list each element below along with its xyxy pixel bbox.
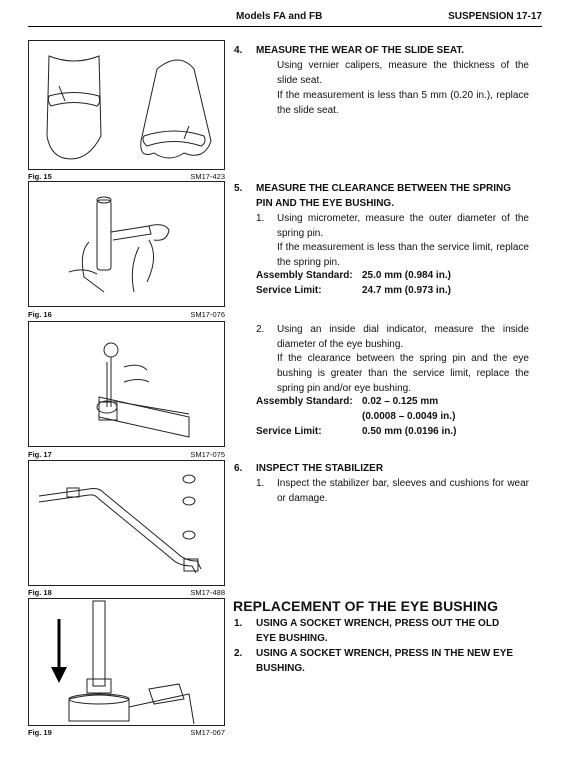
header-rule bbox=[28, 26, 542, 27]
spec-label: Service Limit: bbox=[256, 285, 322, 296]
micrometer-illustration bbox=[29, 182, 224, 306]
step-5-1-number: 1. bbox=[256, 213, 265, 224]
slide-seat-illustration bbox=[29, 41, 224, 169]
figure-label: Fig. 15 bbox=[28, 172, 52, 181]
step-5-2-number: 2. bbox=[256, 324, 265, 335]
page-header bbox=[28, 6, 542, 26]
step-5-1-service-limit bbox=[256, 285, 536, 300]
spec-value: 0.02 – 0.125 mm bbox=[362, 396, 439, 407]
step-5-title-line1: MEASURE THE CLEARANCE BETWEEN THE SPRING bbox=[256, 183, 512, 194]
figure-17-image bbox=[28, 321, 225, 447]
step-5-2-assembly-standard-inch bbox=[256, 411, 536, 426]
replacement-step-2-number: 2. bbox=[234, 648, 243, 659]
step-5-1-limit-note: If the measurement is less than the service limit, replace the spring pin. bbox=[277, 242, 529, 268]
step-4-title: MEASURE THE WEAR OF THE SLIDE SEAT. bbox=[256, 45, 465, 56]
spec-label: Assembly Standard: bbox=[256, 270, 353, 281]
figure-code: SM17-067 bbox=[190, 728, 225, 737]
figure-label: Fig. 16 bbox=[28, 310, 52, 319]
step-5-2-service-limit bbox=[256, 426, 536, 441]
step-5-number: 5. bbox=[234, 183, 243, 194]
replacement-step-1-line2: EYE BUSHING. bbox=[256, 633, 328, 644]
replacement-step-2-line1: USING A SOCKET WRENCH, PRESS IN THE NEW EYE bbox=[256, 648, 514, 659]
step-6-title: INSPECT THE STABILIZER bbox=[256, 463, 384, 474]
figure-19-image bbox=[28, 598, 225, 726]
step-4-limit-note: If the measurement is less than 5 mm (0.20 in.), replace the slide seat. bbox=[277, 90, 529, 116]
step-5-1-assembly-standard bbox=[256, 270, 536, 285]
step-5-2-instruction: Using an inside dial indicator, measure the inside diameter of the eye bushing. bbox=[277, 324, 529, 350]
figure-code: SM17-423 bbox=[190, 172, 225, 181]
step-4-number: 4. bbox=[234, 45, 243, 56]
spec-label: Assembly Standard: bbox=[256, 396, 353, 407]
step-5-title-line2: PIN AND THE EYE BUSHING. bbox=[256, 198, 394, 209]
replacement-step-1-number: 1. bbox=[234, 618, 243, 629]
figure-16-image bbox=[28, 181, 225, 307]
step-6-1-number: 1. bbox=[256, 478, 265, 489]
step-4-instruction: Using vernier calipers, measure the thickness of the slide seat. bbox=[277, 60, 529, 86]
step-6-1-instruction: Inspect the stabilizer bar, sleeves and cushions for wear or damage. bbox=[277, 478, 529, 504]
section-heading-replacement: REPLACEMENT OF THE EYE BUSHING bbox=[233, 598, 499, 614]
step-5-2-limit-note: If the clearance between the spring pin and the eye bushing is greater than the service limit, replace the spring pin and/or eye bushing. bbox=[277, 353, 529, 394]
dial-indicator-illustration bbox=[29, 322, 224, 446]
figure-code: SM17-076 bbox=[190, 310, 225, 319]
figure-15-image bbox=[28, 40, 225, 170]
spec-value: 25.0 mm (0.984 in.) bbox=[362, 270, 451, 281]
figure-label: Fig. 19 bbox=[28, 728, 52, 737]
figure-label: Fig. 17 bbox=[28, 450, 52, 459]
figure-code: SM17-488 bbox=[190, 588, 225, 597]
spec-value: (0.0008 – 0.0049 in.) bbox=[362, 411, 456, 422]
header-section: SUSPENSION 17-17 bbox=[448, 11, 542, 22]
step-5-1-instruction: Using micrometer, measure the outer diameter of the spring pin. bbox=[277, 213, 529, 239]
spec-value: 0.50 mm (0.0196 in.) bbox=[362, 426, 457, 437]
header-model: Models FA and FB bbox=[236, 11, 323, 22]
spec-label: Service Limit: bbox=[256, 426, 322, 437]
spec-value: 24.7 mm (0.973 in.) bbox=[362, 285, 451, 296]
figure-code: SM17-075 bbox=[190, 450, 225, 459]
socket-wrench-illustration bbox=[29, 599, 224, 725]
stabilizer-bar-illustration bbox=[29, 461, 224, 585]
figure-label: Fig. 18 bbox=[28, 588, 52, 597]
replacement-step-1-line1: USING A SOCKET WRENCH, PRESS OUT THE OLD bbox=[256, 618, 500, 629]
figure-18-image bbox=[28, 460, 225, 586]
replacement-step-2-line2: BUSHING. bbox=[256, 663, 305, 674]
step-5-2-assembly-standard bbox=[256, 396, 536, 411]
step-6-number: 6. bbox=[234, 463, 243, 474]
